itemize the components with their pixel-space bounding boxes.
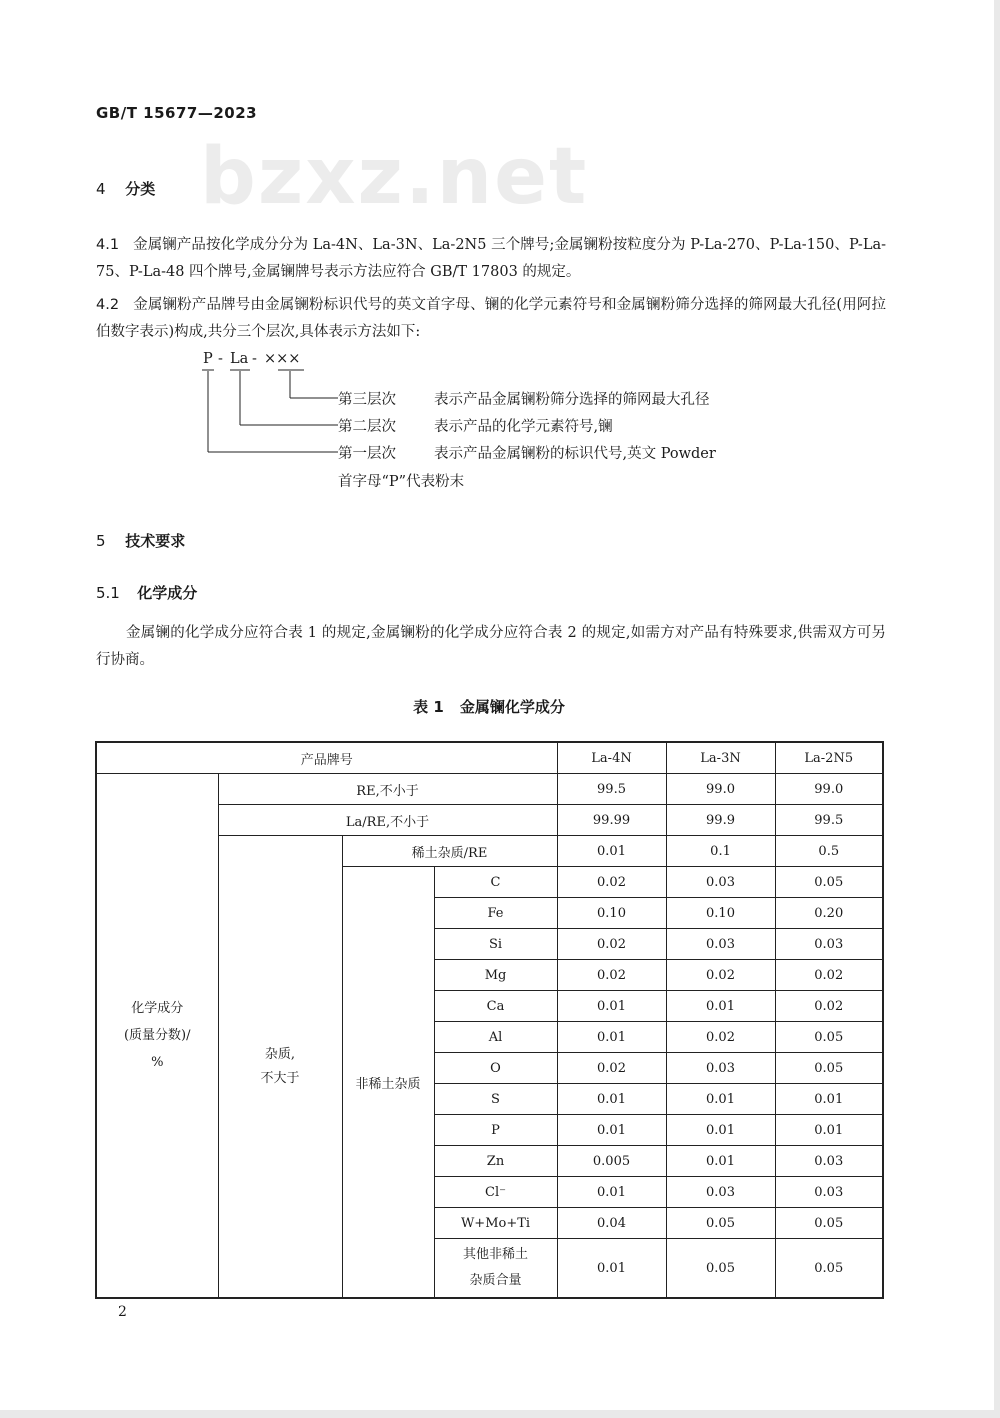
watermark: bzxz.net xyxy=(200,132,589,222)
table-row xyxy=(96,742,883,774)
value-cell: 0.01 xyxy=(557,836,666,867)
value-cell: 0.02 xyxy=(557,1053,666,1084)
level-3-desc: 表示产品金属镧粉筛分选择的筛网最大孔径 xyxy=(434,392,710,408)
element-label: Ca xyxy=(434,991,557,1022)
value-cell: 0.005 xyxy=(557,1146,666,1177)
value-cell: 0.02 xyxy=(666,1022,775,1053)
value-cell: 99.0 xyxy=(775,774,883,805)
page-edge-bottom xyxy=(0,1410,1000,1418)
clause-text: 金属镧粉产品牌号由金属镧粉标识代号的英文首字母、镧的化学元素符号和金属镧粉筛分选择的筛网最大孔径(用阿拉伯数字表示)构成,共分三个层次,具体表示方法如下: xyxy=(96,297,886,340)
element-label: C xyxy=(434,867,557,898)
page-edge-right xyxy=(994,0,1000,1418)
value-cell: 0.05 xyxy=(775,1208,883,1239)
level-1-name: 第一层次 xyxy=(338,446,396,462)
value-cell: 0.01 xyxy=(557,1115,666,1146)
value-cell: 0.1 xyxy=(666,836,775,867)
value-cell: 0.01 xyxy=(666,1084,775,1115)
value-cell: 0.02 xyxy=(666,960,775,991)
value-cell: 0.01 xyxy=(557,1084,666,1115)
value-cell: 99.0 xyxy=(666,774,775,805)
value-cell: 0.05 xyxy=(775,867,883,898)
section-4-heading xyxy=(96,178,155,199)
element-label: 其他非稀土 杂质合量 xyxy=(434,1239,557,1299)
clause-number: 4.1 xyxy=(96,237,120,253)
value-cell: 0.01 xyxy=(557,1239,666,1299)
value-cell: 0.02 xyxy=(557,960,666,991)
section-number: 4 xyxy=(96,180,106,198)
value-cell: 0.01 xyxy=(557,1022,666,1053)
value-cell: 0.01 xyxy=(557,1177,666,1208)
code-element-la: La xyxy=(230,351,249,367)
element-label: Al xyxy=(434,1022,557,1053)
value-cell: 0.04 xyxy=(557,1208,666,1239)
value-cell: 0.05 xyxy=(666,1208,775,1239)
element-label: P xyxy=(434,1115,557,1146)
paragraph-4-2 xyxy=(96,292,886,346)
table-row xyxy=(96,774,883,805)
standard-code-header: GB/T 15677—2023 xyxy=(96,104,258,122)
value-cell: 0.01 xyxy=(775,1115,883,1146)
element-label: S xyxy=(434,1084,557,1115)
value-cell: 0.01 xyxy=(666,1146,775,1177)
value-cell: 0.01 xyxy=(666,1115,775,1146)
element-label: Cl⁻ xyxy=(434,1177,557,1208)
value-cell: 0.01 xyxy=(557,991,666,1022)
element-label: Mg xyxy=(434,960,557,991)
section-title: 化学成分 xyxy=(137,584,198,602)
group-label-chemical-composition: 化学成分 (质量分数)/ % xyxy=(96,774,218,1299)
section-5-heading xyxy=(96,530,185,551)
value-cell: 99.5 xyxy=(775,805,883,836)
row-label: RE,不小于 xyxy=(218,774,557,805)
header-grade-cell: La-3N xyxy=(666,742,775,774)
impurity-label: 杂质, 不大于 xyxy=(218,836,342,1299)
section-5-1-heading xyxy=(96,582,197,603)
section-number: 5 xyxy=(96,532,106,550)
header-grade-cell: La-2N5 xyxy=(775,742,883,774)
code-letter-p: P xyxy=(203,351,213,367)
table-caption: 金属镧化学成分 xyxy=(459,698,565,716)
element-label: Zn xyxy=(434,1146,557,1177)
row-label: La/RE,不小于 xyxy=(218,805,557,836)
value-cell: 99.99 xyxy=(557,805,666,836)
code-separator: - xyxy=(218,351,223,367)
section-number: 5.1 xyxy=(96,584,120,602)
level-1-continuation: 首字母“P”代表粉末 xyxy=(338,474,465,490)
clause-text: 金属镧产品按化学成分分为 La-4N、La-3N、La-2N5 三个牌号;金属镧粉按粒度分为 P-La-270、P-La-150、P-La-75、P-La-48 四个牌号,金属镧牌号表示方法应符合 GB/T 17803 的规定。 xyxy=(96,237,886,280)
table-label: 表 1 xyxy=(413,698,444,716)
value-cell: 0.03 xyxy=(666,1053,775,1084)
value-cell: 0.20 xyxy=(775,898,883,929)
value-cell: 0.03 xyxy=(666,867,775,898)
value-cell: 0.02 xyxy=(557,867,666,898)
level-2-name: 第二层次 xyxy=(338,419,396,435)
value-cell: 0.03 xyxy=(775,929,883,960)
code-separator: - xyxy=(252,351,257,367)
element-label: Si xyxy=(434,929,557,960)
value-cell: 99.9 xyxy=(666,805,775,836)
value-cell: 0.02 xyxy=(775,991,883,1022)
clause-number: 4.2 xyxy=(96,297,120,313)
value-cell: 0.10 xyxy=(666,898,775,929)
value-cell: 0.01 xyxy=(775,1084,883,1115)
value-cell: 99.5 xyxy=(557,774,666,805)
value-cell: 0.05 xyxy=(775,1022,883,1053)
element-label: W+Mo+Ti xyxy=(434,1208,557,1239)
level-3-name: 第三层次 xyxy=(338,392,396,408)
designation-diagram xyxy=(200,348,820,498)
value-cell: 0.05 xyxy=(775,1239,883,1299)
header-product-grade: 产品牌号 xyxy=(96,742,557,774)
value-cell: 0.5 xyxy=(775,836,883,867)
section-title: 分类 xyxy=(125,180,156,198)
paragraph-4-1 xyxy=(96,232,886,286)
level-2-desc: 表示产品的化学元素符号,镧 xyxy=(434,419,613,435)
value-cell: 0.03 xyxy=(775,1177,883,1208)
value-cell: 0.03 xyxy=(775,1146,883,1177)
element-label: Fe xyxy=(434,898,557,929)
page-number: 2 xyxy=(118,1304,127,1320)
value-cell: 0.05 xyxy=(775,1053,883,1084)
value-cell: 0.01 xyxy=(666,991,775,1022)
value-cell: 0.03 xyxy=(666,929,775,960)
value-cell: 0.02 xyxy=(557,929,666,960)
element-label: O xyxy=(434,1053,557,1084)
chemical-composition-table xyxy=(95,741,884,1299)
level-1-desc: 表示产品金属镧粉的标识代号,英文 Powder xyxy=(434,446,716,462)
value-cell: 0.05 xyxy=(666,1239,775,1299)
row-label: 稀土杂质/RE xyxy=(342,836,557,867)
code-mesh-xxx: ××× xyxy=(264,351,301,367)
value-cell: 0.03 xyxy=(666,1177,775,1208)
non-rare-earth-label: 非稀土杂质 xyxy=(342,867,434,1299)
table-1-title xyxy=(0,696,978,717)
paragraph-5-1: 金属镧的化学成分应符合表 1 的规定,金属镧粉的化学成分应符合表 2 的规定,如需方对产品有特殊要求,供需双方可另行协商。 xyxy=(96,625,886,668)
header-grade-cell: La-4N xyxy=(557,742,666,774)
value-cell: 0.02 xyxy=(775,960,883,991)
value-cell: 0.10 xyxy=(557,898,666,929)
section-title: 技术要求 xyxy=(125,532,186,550)
